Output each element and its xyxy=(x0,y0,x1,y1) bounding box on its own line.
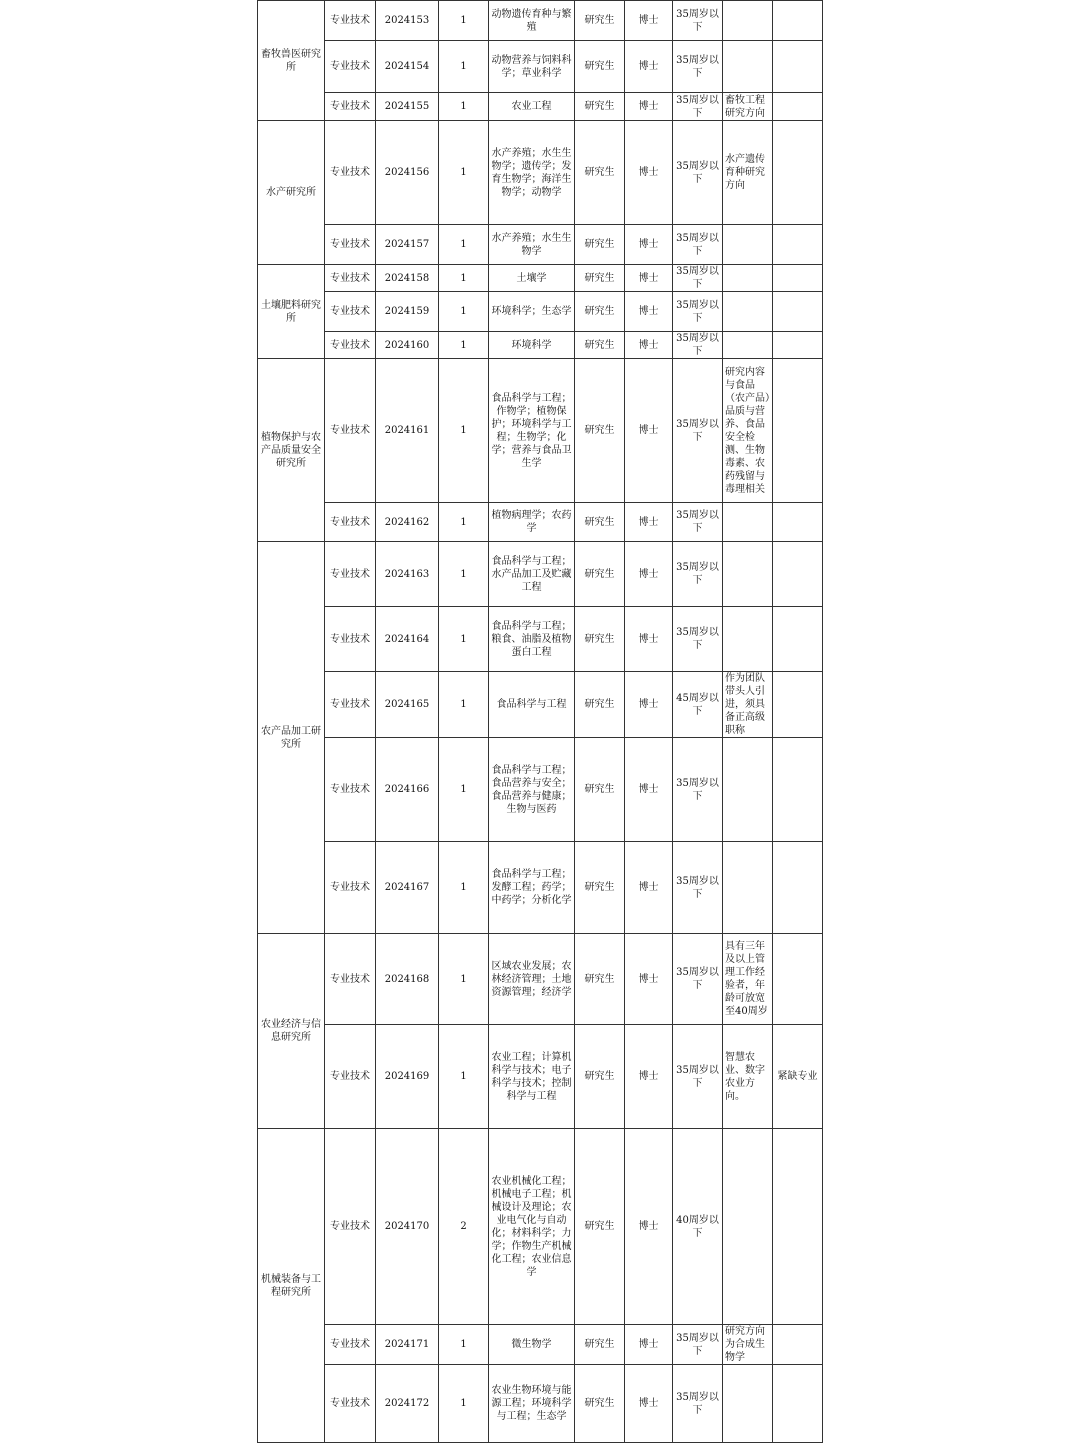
education-cell: 研究生 xyxy=(575,503,625,542)
post-type-cell: 专业技术 xyxy=(325,1365,376,1443)
age-cell: 35周岁以下 xyxy=(673,1,723,41)
table-row xyxy=(258,842,823,934)
unit-cell: 机械装备与工程研究所 xyxy=(258,1129,325,1443)
other-requirements-cell: 研究方向为合成生物学 xyxy=(723,1325,773,1365)
post-code-cell: 2024159 xyxy=(376,292,439,332)
degree-cell: 博士 xyxy=(625,121,673,225)
other-requirements-cell: 作为团队带头人引进，须具备正高级职称 xyxy=(723,672,773,738)
remark-cell xyxy=(773,332,823,359)
age-cell: 35周岁以下 xyxy=(673,934,723,1025)
table-row xyxy=(258,1025,823,1129)
remark-cell xyxy=(773,93,823,121)
degree-cell: 博士 xyxy=(625,842,673,934)
hire-count-cell: 1 xyxy=(439,225,489,265)
other-requirements-cell xyxy=(723,542,773,607)
post-code-cell: 2024167 xyxy=(376,842,439,934)
hire-count-cell: 2 xyxy=(439,1129,489,1325)
degree-cell: 博士 xyxy=(625,292,673,332)
age-cell: 45周岁以下 xyxy=(673,672,723,738)
post-type-cell: 专业技术 xyxy=(325,738,376,842)
post-type-cell: 专业技术 xyxy=(325,842,376,934)
age-cell: 35周岁以下 xyxy=(673,332,723,359)
major-cell: 土壤学 xyxy=(489,265,575,292)
hire-count-cell: 1 xyxy=(439,738,489,842)
degree-cell: 博士 xyxy=(625,503,673,542)
other-requirements-cell xyxy=(723,225,773,265)
post-type-cell: 专业技术 xyxy=(325,292,376,332)
other-requirements-cell xyxy=(723,503,773,542)
remark-cell xyxy=(773,292,823,332)
post-type-cell: 专业技术 xyxy=(325,1129,376,1325)
unit-cell: 水产研究所 xyxy=(258,121,325,265)
hire-count-cell: 1 xyxy=(439,542,489,607)
hire-count-cell: 1 xyxy=(439,359,489,503)
remark-cell xyxy=(773,41,823,93)
remark-cell xyxy=(773,225,823,265)
remark-cell xyxy=(773,542,823,607)
post-code-cell: 2024163 xyxy=(376,542,439,607)
remark-cell xyxy=(773,1,823,41)
major-cell: 环境科学 xyxy=(489,332,575,359)
remark-cell xyxy=(773,1129,823,1325)
post-code-cell: 2024164 xyxy=(376,607,439,672)
post-type-cell: 专业技术 xyxy=(325,672,376,738)
unit-cell: 农产品加工研究所 xyxy=(258,542,325,934)
hire-count-cell: 1 xyxy=(439,1025,489,1129)
unit-cell: 土壤肥料研究所 xyxy=(258,265,325,359)
other-requirements-cell xyxy=(723,41,773,93)
post-code-cell: 2024157 xyxy=(376,225,439,265)
education-cell: 研究生 xyxy=(575,1325,625,1365)
hire-count-cell: 1 xyxy=(439,1325,489,1365)
degree-cell: 博士 xyxy=(625,934,673,1025)
hire-count-cell: 1 xyxy=(439,1365,489,1443)
hire-count-cell: 1 xyxy=(439,121,489,225)
major-cell: 食品科学与工程；发酵工程；药学；中药学；分析化学 xyxy=(489,842,575,934)
degree-cell: 博士 xyxy=(625,1025,673,1129)
other-requirements-cell xyxy=(723,265,773,292)
education-cell: 研究生 xyxy=(575,842,625,934)
hire-count-cell: 1 xyxy=(439,265,489,292)
hire-count-cell: 1 xyxy=(439,93,489,121)
table-row xyxy=(258,738,823,842)
major-cell: 植物病理学；农药学 xyxy=(489,503,575,542)
other-requirements-cell: 研究内容与食品（农产品）品质与营养、食品安全检测、生物毒素、农药残留与毒理相关 xyxy=(723,359,773,503)
post-code-cell: 2024172 xyxy=(376,1365,439,1443)
recruitment-table xyxy=(257,0,823,1443)
post-type-cell: 专业技术 xyxy=(325,607,376,672)
age-cell: 35周岁以下 xyxy=(673,1365,723,1443)
hire-count-cell: 1 xyxy=(439,842,489,934)
degree-cell: 博士 xyxy=(625,607,673,672)
post-code-cell: 2024171 xyxy=(376,1325,439,1365)
table-row xyxy=(258,503,823,542)
post-code-cell: 2024162 xyxy=(376,503,439,542)
age-cell: 40周岁以下 xyxy=(673,1129,723,1325)
other-requirements-cell xyxy=(723,738,773,842)
major-cell: 食品科学与工程 xyxy=(489,672,575,738)
post-type-cell: 专业技术 xyxy=(325,934,376,1025)
degree-cell: 博士 xyxy=(625,1,673,41)
degree-cell: 博士 xyxy=(625,41,673,93)
other-requirements-cell: 智慧农业、数字农业方向。 xyxy=(723,1025,773,1129)
education-cell: 研究生 xyxy=(575,1129,625,1325)
degree-cell: 博士 xyxy=(625,738,673,842)
post-code-cell: 2024166 xyxy=(376,738,439,842)
other-requirements-cell: 水产遗传育种研究方向 xyxy=(723,121,773,225)
post-type-cell: 专业技术 xyxy=(325,121,376,225)
table-row xyxy=(258,1129,823,1325)
age-cell: 35周岁以下 xyxy=(673,225,723,265)
major-cell: 食品科学与工程；作物学；植物保护；环境科学与工程；生物学；化学；营养与食品卫生学 xyxy=(489,359,575,503)
age-cell: 35周岁以下 xyxy=(673,41,723,93)
degree-cell: 博士 xyxy=(625,332,673,359)
remark-cell xyxy=(773,934,823,1025)
major-cell: 农业工程 xyxy=(489,93,575,121)
remark-cell xyxy=(773,121,823,225)
remark-cell xyxy=(773,503,823,542)
degree-cell: 博士 xyxy=(625,542,673,607)
age-cell: 35周岁以下 xyxy=(673,842,723,934)
major-cell: 水产养殖；水生生物学 xyxy=(489,225,575,265)
education-cell: 研究生 xyxy=(575,225,625,265)
post-code-cell: 2024153 xyxy=(376,1,439,41)
remark-cell xyxy=(773,842,823,934)
age-cell: 35周岁以下 xyxy=(673,503,723,542)
other-requirements-cell xyxy=(723,842,773,934)
education-cell: 研究生 xyxy=(575,934,625,1025)
age-cell: 35周岁以下 xyxy=(673,1025,723,1129)
education-cell: 研究生 xyxy=(575,265,625,292)
post-code-cell: 2024170 xyxy=(376,1129,439,1325)
education-cell: 研究生 xyxy=(575,1025,625,1129)
post-type-cell: 专业技术 xyxy=(325,359,376,503)
post-type-cell: 专业技术 xyxy=(325,332,376,359)
post-code-cell: 2024156 xyxy=(376,121,439,225)
table-row xyxy=(258,41,823,93)
post-type-cell: 专业技术 xyxy=(325,265,376,292)
hire-count-cell: 1 xyxy=(439,1,489,41)
education-cell: 研究生 xyxy=(575,607,625,672)
degree-cell: 博士 xyxy=(625,265,673,292)
education-cell: 研究生 xyxy=(575,542,625,607)
unit-cell: 畜牧兽医研究所 xyxy=(258,1,325,121)
education-cell: 研究生 xyxy=(575,738,625,842)
unit-cell: 农业经济与信息研究所 xyxy=(258,934,325,1129)
remark-cell xyxy=(773,1365,823,1443)
table-row xyxy=(258,93,823,121)
unit-cell: 植物保护与农产品质量安全研究所 xyxy=(258,359,325,542)
age-cell: 35周岁以下 xyxy=(673,738,723,842)
major-cell: 环境科学；生态学 xyxy=(489,292,575,332)
age-cell: 35周岁以下 xyxy=(673,121,723,225)
education-cell: 研究生 xyxy=(575,672,625,738)
age-cell: 35周岁以下 xyxy=(673,359,723,503)
hire-count-cell: 1 xyxy=(439,672,489,738)
post-code-cell: 2024160 xyxy=(376,332,439,359)
major-cell: 微生物学 xyxy=(489,1325,575,1365)
major-cell: 农业机械化工程；机械电子工程；机械设计及理论；农业电气化与自动化；材料科学；力学；作物生产机械化工程；农业信息学 xyxy=(489,1129,575,1325)
remark-cell xyxy=(773,1325,823,1365)
degree-cell: 博士 xyxy=(625,1365,673,1443)
degree-cell: 博士 xyxy=(625,672,673,738)
post-code-cell: 2024168 xyxy=(376,934,439,1025)
post-type-cell: 专业技术 xyxy=(325,503,376,542)
education-cell: 研究生 xyxy=(575,1365,625,1443)
hire-count-cell: 1 xyxy=(439,332,489,359)
remark-cell xyxy=(773,607,823,672)
other-requirements-cell xyxy=(723,292,773,332)
post-code-cell: 2024169 xyxy=(376,1025,439,1129)
education-cell: 研究生 xyxy=(575,292,625,332)
table-row xyxy=(258,934,823,1025)
table-row xyxy=(258,542,823,607)
remark-cell xyxy=(773,672,823,738)
post-code-cell: 2024161 xyxy=(376,359,439,503)
education-cell: 研究生 xyxy=(575,121,625,225)
major-cell: 农业生物环境与能源工程；环境科学与工程；生态学 xyxy=(489,1365,575,1443)
other-requirements-cell: 畜牧工程研究方向 xyxy=(723,93,773,121)
table-row xyxy=(258,265,823,292)
major-cell: 食品科学与工程；水产品加工及贮藏工程 xyxy=(489,542,575,607)
hire-count-cell: 1 xyxy=(439,292,489,332)
post-type-cell: 专业技术 xyxy=(325,1,376,41)
post-type-cell: 专业技术 xyxy=(325,542,376,607)
degree-cell: 博士 xyxy=(625,93,673,121)
table-row xyxy=(258,121,823,225)
major-cell: 区域农业发展；农林经济管理；土地资源管理；经济学 xyxy=(489,934,575,1025)
remark-cell xyxy=(773,359,823,503)
table-row xyxy=(258,292,823,332)
other-requirements-cell xyxy=(723,1129,773,1325)
post-type-cell: 专业技术 xyxy=(325,41,376,93)
post-code-cell: 2024158 xyxy=(376,265,439,292)
degree-cell: 博士 xyxy=(625,225,673,265)
hire-count-cell: 1 xyxy=(439,607,489,672)
age-cell: 35周岁以下 xyxy=(673,607,723,672)
major-cell: 动物营养与饲料科学；草业科学 xyxy=(489,41,575,93)
post-code-cell: 2024155 xyxy=(376,93,439,121)
major-cell: 水产养殖；水生生物学；遗传学；发育生物学；海洋生物学；动物学 xyxy=(489,121,575,225)
remark-cell xyxy=(773,265,823,292)
major-cell: 动物遗传育种与繁殖 xyxy=(489,1,575,41)
age-cell: 35周岁以下 xyxy=(673,292,723,332)
other-requirements-cell xyxy=(723,1365,773,1443)
table-row xyxy=(258,1365,823,1443)
table-row xyxy=(258,359,823,503)
table-row xyxy=(258,1325,823,1365)
table-row xyxy=(258,225,823,265)
post-type-cell: 专业技术 xyxy=(325,1025,376,1129)
age-cell: 35周岁以下 xyxy=(673,542,723,607)
age-cell: 35周岁以下 xyxy=(673,93,723,121)
hire-count-cell: 1 xyxy=(439,41,489,93)
remark-cell: 紧缺专业 xyxy=(773,1025,823,1129)
post-type-cell: 专业技术 xyxy=(325,1325,376,1365)
education-cell: 研究生 xyxy=(575,1,625,41)
other-requirements-cell xyxy=(723,332,773,359)
education-cell: 研究生 xyxy=(575,332,625,359)
education-cell: 研究生 xyxy=(575,93,625,121)
major-cell: 食品科学与工程；粮食、油脂及植物蛋白工程 xyxy=(489,607,575,672)
table-row xyxy=(258,607,823,672)
degree-cell: 博士 xyxy=(625,1325,673,1365)
table-row xyxy=(258,332,823,359)
other-requirements-cell xyxy=(723,607,773,672)
other-requirements-cell: 具有三年及以上管理工作经验者，年龄可放宽至40周岁 xyxy=(723,934,773,1025)
post-code-cell: 2024165 xyxy=(376,672,439,738)
degree-cell: 博士 xyxy=(625,359,673,503)
degree-cell: 博士 xyxy=(625,1129,673,1325)
education-cell: 研究生 xyxy=(575,359,625,503)
hire-count-cell: 1 xyxy=(439,934,489,1025)
major-cell: 食品科学与工程；食品营养与安全；食品营养与健康；生物与医药 xyxy=(489,738,575,842)
post-type-cell: 专业技术 xyxy=(325,93,376,121)
table-body xyxy=(258,1,823,1443)
post-code-cell: 2024154 xyxy=(376,41,439,93)
other-requirements-cell xyxy=(723,1,773,41)
major-cell: 农业工程；计算机科学与技术；电子科学与技术；控制科学与工程 xyxy=(489,1025,575,1129)
age-cell: 35周岁以下 xyxy=(673,1325,723,1365)
table-row xyxy=(258,672,823,738)
remark-cell xyxy=(773,738,823,842)
post-type-cell: 专业技术 xyxy=(325,225,376,265)
hire-count-cell: 1 xyxy=(439,503,489,542)
age-cell: 35周岁以下 xyxy=(673,265,723,292)
table-row xyxy=(258,1,823,41)
education-cell: 研究生 xyxy=(575,41,625,93)
